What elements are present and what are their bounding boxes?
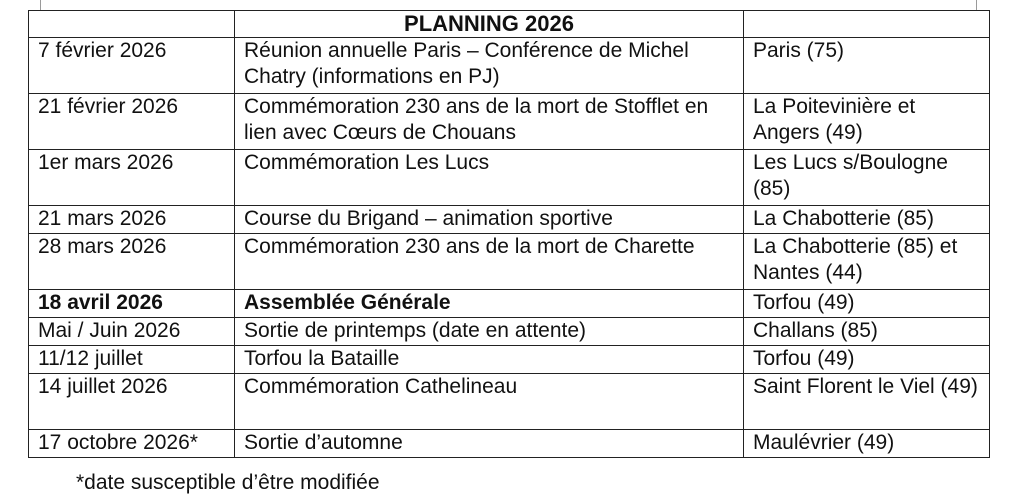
row-date: Mai / Juin 2026 <box>29 318 235 346</box>
table-row <box>29 150 990 206</box>
row-place: Torfou (49) <box>744 346 990 374</box>
row-place: La Chabotterie (85) et Nantes (44) <box>744 234 990 290</box>
row-date: 14 juillet 2026 <box>29 374 235 430</box>
row-place: Maulévrier (49) <box>744 430 990 458</box>
margin-mark-right <box>976 0 977 10</box>
row-date: 21 février 2026 <box>29 94 235 150</box>
row-place: Torfou (49) <box>744 290 990 318</box>
table-title: PLANNING 2026 <box>235 11 744 38</box>
table-row <box>29 234 990 290</box>
table-row <box>29 94 990 150</box>
row-event: Commémoration 230 ans de la mort de Stofflet en lien avec Cœurs de Chouans <box>235 94 744 150</box>
row-event: Sortie de printemps (date en attente) <box>235 318 744 346</box>
row-event: Commémoration Les Lucs <box>235 150 744 206</box>
row-date: 1er mars 2026 <box>29 150 235 206</box>
row-date: 7 février 2026 <box>29 38 235 94</box>
row-date: 11/12 juillet <box>29 346 235 374</box>
row-place: Challans (85) <box>744 318 990 346</box>
row-place: Saint Florent le Viel (49) <box>744 374 990 430</box>
row-place: Paris (75) <box>744 38 990 94</box>
header-empty-cell <box>29 11 235 38</box>
table-row <box>29 318 990 346</box>
row-event: Commémoration Cathelineau <box>235 374 744 430</box>
row-event: Réunion annuelle Paris – Conférence de Michel Chatry (informations en PJ) <box>235 38 744 94</box>
row-event: Sortie d’automne <box>235 430 744 458</box>
table-row <box>29 290 990 318</box>
table-row <box>29 430 990 458</box>
header-empty-cell <box>744 11 990 38</box>
row-place: Les Lucs s/Boulogne (85) <box>744 150 990 206</box>
row-date: 17 octobre 2026* <box>29 430 235 458</box>
margin-mark-left <box>40 0 41 10</box>
row-place: La Poitevinière et Angers (49) <box>744 94 990 150</box>
row-date: 28 mars 2026 <box>29 234 235 290</box>
table-header-row <box>29 11 990 38</box>
table-row <box>29 346 990 374</box>
row-date: 21 mars 2026 <box>29 206 235 234</box>
planning-table <box>28 10 990 458</box>
table-row <box>29 206 990 234</box>
table-row <box>29 374 990 430</box>
row-event: Course du Brigand – animation sportive <box>235 206 744 234</box>
footnote: *date susceptible d’être modifiée <box>76 471 380 494</box>
table-row <box>29 38 990 94</box>
row-event: Commémoration 230 ans de la mort de Charette <box>235 234 744 290</box>
row-event: Assemblée Générale <box>235 290 744 318</box>
row-place: La Chabotterie (85) <box>744 206 990 234</box>
row-event: Torfou la Bataille <box>235 346 744 374</box>
row-date: 18 avril 2026 <box>29 290 235 318</box>
